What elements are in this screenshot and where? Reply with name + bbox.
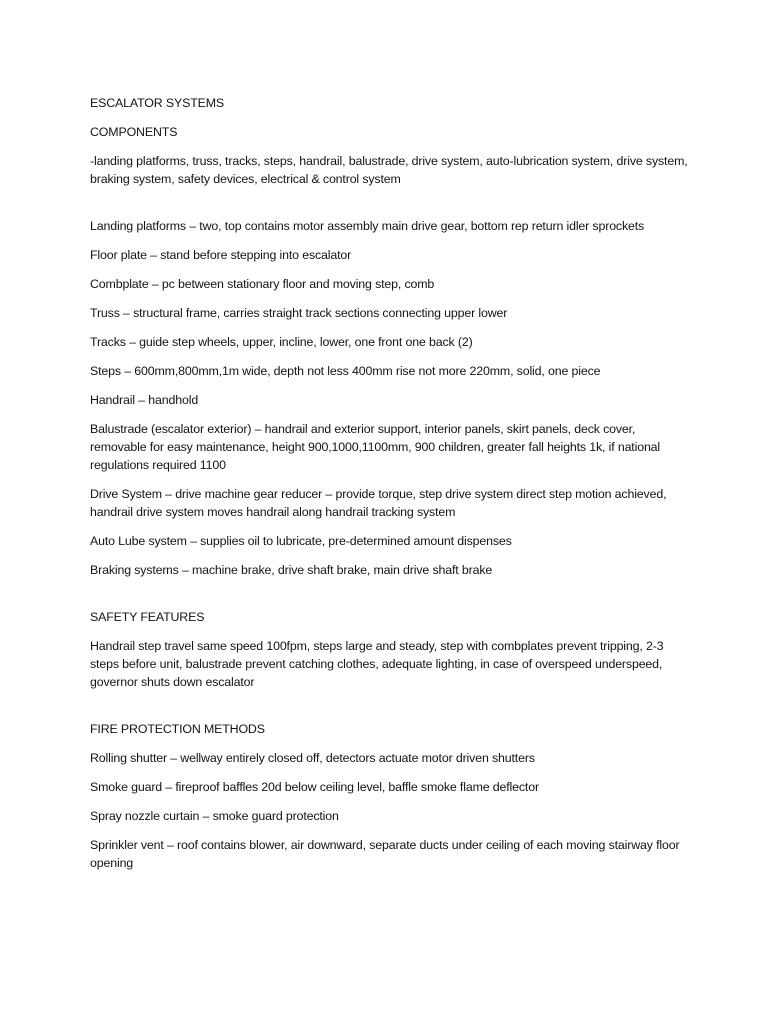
safety-text: Handrail step travel same speed 100fpm, steps large and steady, step with combplates prevent tripping, 2-3 steps before unit, balustrade prevent catching clothes, adequate lighting, in case of overspeed underspeed, governor shuts down escalator — [90, 639, 664, 689]
component-item: Balustrade (escalator exterior) – handrail and exterior support, interior panels, skirt panels, deck cover, removable for easy maintenance, height 900,1000,1100mm, 900 children, greater fall heights 1k, if national regulations required 1100 — [90, 422, 661, 472]
fire-item: Sprinkler vent – roof contains blower, air downward, separate ducts under ceiling of each moving stairway floor opening — [90, 838, 680, 870]
component-item: Combplate – pc between stationary floor and moving step, comb — [90, 277, 435, 291]
section-spacer — [90, 199, 690, 217]
component-item: Floor plate – stand before stepping into escalator — [90, 248, 352, 262]
components-heading: COMPONENTS — [90, 125, 178, 139]
fire-item: Smoke guard – fireproof baffles 20d below ceiling level, baffle smoke flame deflector — [90, 780, 539, 794]
document-page — [90, 94, 690, 883]
component-item: Steps – 600mm,800mm,1m wide, depth not less 400mm rise not more 220mm, solid, one piece — [90, 364, 601, 378]
component-item: Tracks – guide step wheels, upper, incline, lower, one front one back (2) — [90, 335, 473, 349]
components-intro: -landing platforms, truss, tracks, steps, handrail, balustrade, drive system, auto-lubrication system, drive system, braking system, safety devices, electrical & control system — [90, 154, 688, 186]
fire-heading: FIRE PROTECTION METHODS — [90, 722, 265, 736]
component-item: Truss – structural frame, carries straight track sections connecting upper lower — [90, 306, 508, 320]
section-spacer — [90, 590, 690, 608]
document-title: ESCALATOR SYSTEMS — [90, 96, 225, 110]
component-item: Drive System – drive machine gear reducer – provide torque, step drive system direct step motion achieved, handrail drive system moves handrail along handrail tracking system — [90, 487, 667, 519]
component-item: Auto Lube system – supplies oil to lubricate, pre-determined amount dispenses — [90, 534, 512, 548]
component-item: Handrail – handhold — [90, 393, 199, 407]
safety-heading: SAFETY FEATURES — [90, 610, 205, 624]
fire-item: Rolling shutter – wellway entirely closed off, detectors actuate motor driven shutters — [90, 751, 535, 765]
component-item: Braking systems – machine brake, drive shaft brake, main drive shaft brake — [90, 563, 493, 577]
fire-item: Spray nozzle curtain – smoke guard protection — [90, 809, 339, 823]
section-spacer — [90, 702, 690, 720]
component-item: Landing platforms – two, top contains motor assembly main drive gear, bottom rep return idler sprockets — [90, 219, 645, 233]
